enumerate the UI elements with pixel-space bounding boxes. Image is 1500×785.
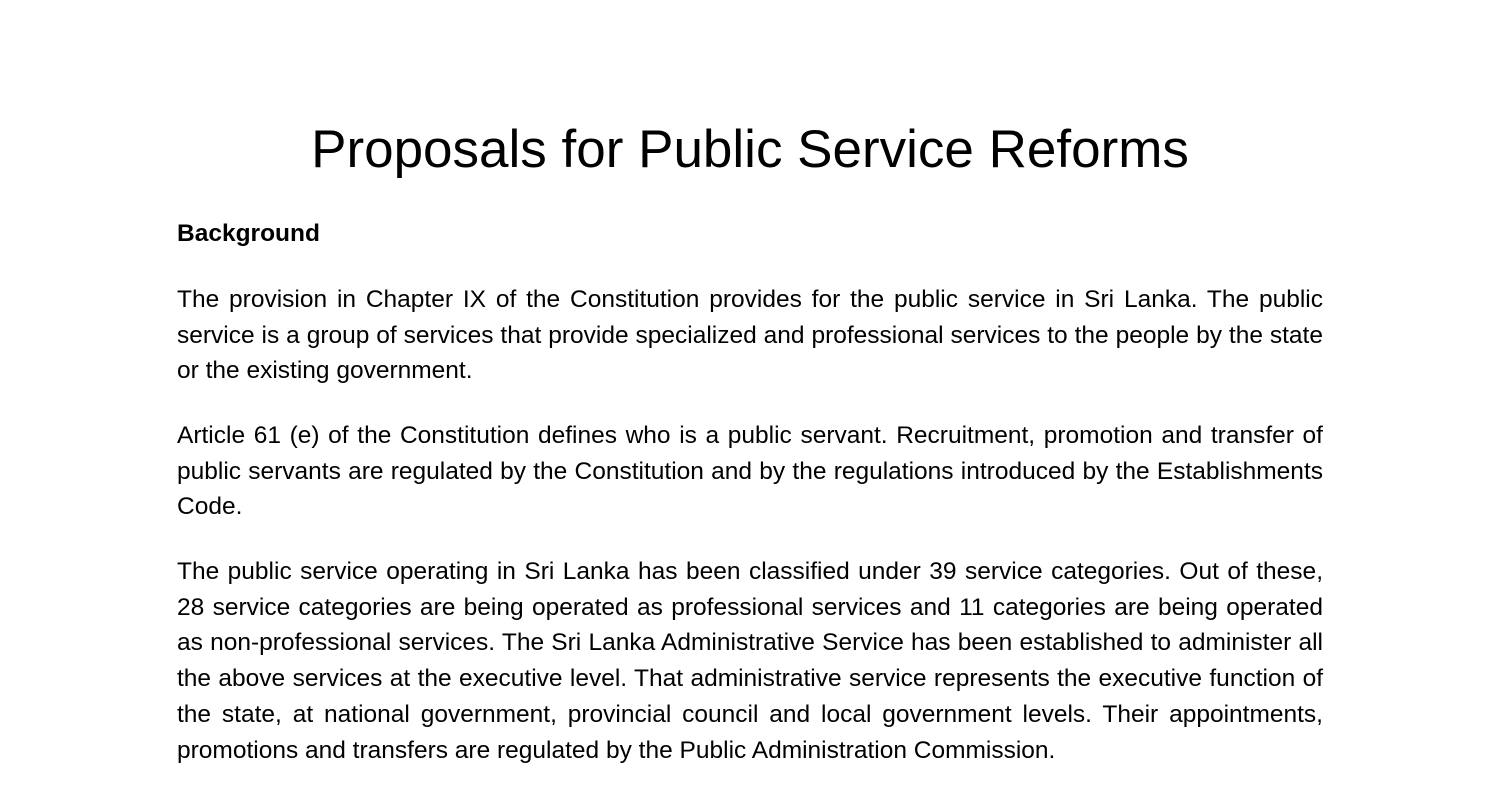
section-heading-background: Background <box>177 220 320 247</box>
paragraph-2: Article 61 (e) of the Constitution defines who is a public servant. Recruitment, promotion and transfer of public servants are regulated by the Constitution and by the regulations introduced by the Establishments Code. <box>177 422 1323 521</box>
document-title: Proposals for Public Service Reforms <box>311 120 1189 179</box>
paragraph-1: The provision in Chapter IX of the Constitution provides for the public service in Sri Lanka. The public service is a group of services that provide specialized and professional services to the people by the state or the existing government. <box>177 286 1323 385</box>
paragraph-3: The public service operating in Sri Lanka has been classified under 39 service categories. Out of these, 28 service categories are being operated as professional services and 11 categories are being operated as non-professional services. The Sri Lanka Administrative Service has been established to administer all the above services at the executive level. That administrative service represents the executive function of the state, at national government, provincial council and local government levels. Their appointments, promotions and transfers are regulated by the Public Administration Commission. <box>177 558 1323 764</box>
